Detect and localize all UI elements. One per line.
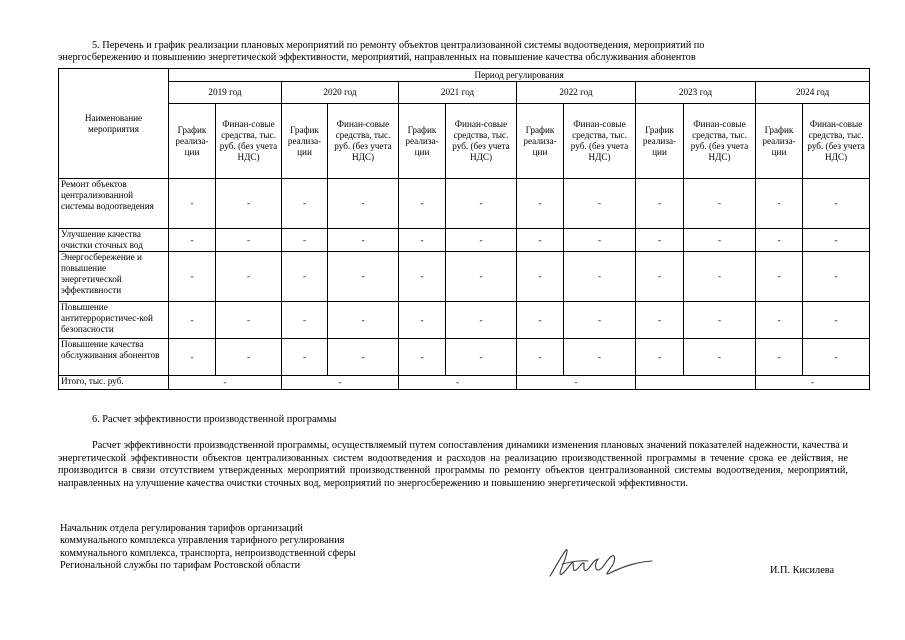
finance-cell: - xyxy=(328,339,399,376)
signer-position-line2: коммунального комплекса управления тарифного регулирования xyxy=(60,535,345,547)
schedule-cell: - xyxy=(399,229,446,252)
schedule-cell: - xyxy=(517,179,564,229)
schedule-cell: - xyxy=(399,179,446,229)
activity-name: Повышение антитеррористичес-кой безопасности xyxy=(59,302,169,339)
signer-name: И.П. Кисилева xyxy=(770,565,835,576)
schedule-cell: - xyxy=(517,229,564,252)
schedule-header: График реализа-ции xyxy=(756,104,803,179)
schedule-cell: - xyxy=(282,229,328,252)
year-header-2019: 2019 год xyxy=(169,82,282,104)
subheader-row xyxy=(59,104,870,179)
schedule-cell: - xyxy=(169,302,216,339)
signer-position-line3: коммунального комплекса, транспорта, непроизводственной сферы xyxy=(60,547,356,559)
finance-cell: - xyxy=(803,339,870,376)
schedule-header: График реализа-ции xyxy=(517,104,564,179)
total-cell-2022: - xyxy=(517,376,636,390)
finance-cell: - xyxy=(328,302,399,339)
finance-cell: - xyxy=(216,179,282,229)
finance-cell: - xyxy=(216,339,282,376)
total-cell-2019: - xyxy=(169,376,282,390)
finance-cell: - xyxy=(446,179,517,229)
activities-table xyxy=(58,68,870,390)
finance-cell: - xyxy=(564,302,636,339)
signature-title-block xyxy=(60,523,356,572)
section5-heading-line2: энергосбережению и повышению энергетической эффективности, мероприятий, направленных на повышение качества обслуживания абонентов xyxy=(58,52,696,63)
schedule-cell: - xyxy=(636,252,684,302)
schedule-cell: - xyxy=(756,229,803,252)
schedule-header: График реализа-ции xyxy=(636,104,684,179)
total-cell-2023 xyxy=(636,376,756,390)
total-cell-2020: - xyxy=(282,376,399,390)
activity-name: Улучшение качества очистки сточных вод xyxy=(59,229,169,252)
schedule-cell: - xyxy=(636,179,684,229)
finance-header: Финан-совые средства, тыс. руб. (без учета НДС) xyxy=(328,104,399,179)
table-row xyxy=(59,179,870,229)
finance-cell: - xyxy=(684,229,756,252)
schedule-cell: - xyxy=(282,252,328,302)
schedule-cell: - xyxy=(756,179,803,229)
finance-cell: - xyxy=(446,252,517,302)
finance-cell: - xyxy=(328,252,399,302)
schedule-header: График реализа-ции xyxy=(169,104,216,179)
schedule-header: График реализа-ции xyxy=(399,104,446,179)
finance-cell: - xyxy=(684,339,756,376)
activity-name: Повышение качества обслуживания абонентов xyxy=(59,339,169,376)
finance-header: Финан-совые средства, тыс. руб. (без учета НДС) xyxy=(216,104,282,179)
schedule-cell: - xyxy=(636,339,684,376)
schedule-cell: - xyxy=(399,252,446,302)
schedule-cell: - xyxy=(282,179,328,229)
finance-cell: - xyxy=(446,302,517,339)
finance-cell: - xyxy=(684,179,756,229)
schedule-cell: - xyxy=(399,302,446,339)
table-row xyxy=(59,302,870,339)
finance-cell: - xyxy=(328,229,399,252)
total-row xyxy=(59,376,870,390)
period-header: Период регулирования xyxy=(169,69,870,82)
finance-cell: - xyxy=(684,302,756,339)
finance-cell: - xyxy=(328,179,399,229)
schedule-cell: - xyxy=(756,339,803,376)
signer-position-line1: Начальник отдела регулирования тарифов организаций xyxy=(60,523,303,534)
schedule-cell: - xyxy=(282,339,328,376)
period-header-row xyxy=(59,69,870,82)
year-header-2020: 2020 год xyxy=(282,82,399,104)
schedule-cell: - xyxy=(399,339,446,376)
total-cell-2024: - xyxy=(756,376,870,390)
finance-header: Финан-совые средства, тыс. руб. (без учета НДС) xyxy=(684,104,756,179)
finance-cell: - xyxy=(803,302,870,339)
total-label: Итого, тыс. руб. xyxy=(59,376,169,390)
total-cell-2021: - xyxy=(399,376,517,390)
finance-cell: - xyxy=(803,179,870,229)
finance-cell: - xyxy=(803,229,870,252)
finance-cell: - xyxy=(564,229,636,252)
section6-heading: 6. Расчет эффективности производственной программы xyxy=(92,414,337,425)
schedule-cell: - xyxy=(517,339,564,376)
schedule-cell: - xyxy=(517,252,564,302)
schedule-header: График реализа-ции xyxy=(282,104,328,179)
schedule-cell: - xyxy=(636,302,684,339)
finance-cell: - xyxy=(446,339,517,376)
table-row xyxy=(59,252,870,302)
finance-header: Финан-совые средства, тыс. руб. (без учета НДС) xyxy=(446,104,517,179)
finance-cell: - xyxy=(216,302,282,339)
schedule-cell: - xyxy=(756,302,803,339)
finance-cell: - xyxy=(803,252,870,302)
signer-position-line4: Региональной службы по тарифам Ростовской области xyxy=(60,559,301,571)
schedule-cell: - xyxy=(636,229,684,252)
activity-name: Ремонт объектов централизованной системы водоотведения xyxy=(59,179,169,229)
schedule-cell: - xyxy=(169,229,216,252)
activity-name: Энергосбережение и повышение энергетической эффективности xyxy=(59,252,169,302)
finance-cell: - xyxy=(564,252,636,302)
finance-cell: - xyxy=(684,252,756,302)
schedule-cell: - xyxy=(282,302,328,339)
years-header-row xyxy=(59,82,870,104)
schedule-cell: - xyxy=(169,252,216,302)
schedule-cell: - xyxy=(169,179,216,229)
year-header-2023: 2023 год xyxy=(636,82,756,104)
finance-cell: - xyxy=(216,252,282,302)
table-row xyxy=(59,339,870,376)
finance-header: Финан-совые средства, тыс. руб. (без учета НДС) xyxy=(803,104,870,179)
finance-header: Финан-совые средства, тыс. руб. (без учета НДС) xyxy=(564,104,636,179)
year-header-2024: 2024 год xyxy=(756,82,870,104)
year-header-2022: 2022 год xyxy=(517,82,636,104)
table-row xyxy=(59,229,870,252)
finance-cell: - xyxy=(564,339,636,376)
schedule-cell: - xyxy=(756,252,803,302)
handwritten-signature xyxy=(540,540,660,585)
section5-heading-line1: 5. Перечень и график реализации плановых мероприятий по ремонту объектов централизованной системы водоотведения, мероприятий по xyxy=(92,40,705,51)
schedule-cell: - xyxy=(517,302,564,339)
finance-cell: - xyxy=(216,229,282,252)
finance-cell: - xyxy=(564,179,636,229)
schedule-cell: - xyxy=(169,339,216,376)
finance-cell: - xyxy=(446,229,517,252)
section6-paragraph: Расчет эффективности производственной программы, осуществляемый путем сопоставления динамики изменения плановых значений показателей надежности, качества и энергетической эффективности объектов централизованных систем водоотведения и расходов на реализацию производственной программы в течение срока ее действия, не производится в связи отсутствием утвержденных мероприятий производственной программы по ремонту объектов централизованной системы водоотведения, мероприятий, направленных на улучшение качества очистки сточных вод, мероприятий по энергосбережению и повышению энергетической эффективности. xyxy=(58,440,848,489)
year-header-2021: 2021 год xyxy=(399,82,517,104)
name-header: Наименование мероприятия xyxy=(59,69,169,179)
